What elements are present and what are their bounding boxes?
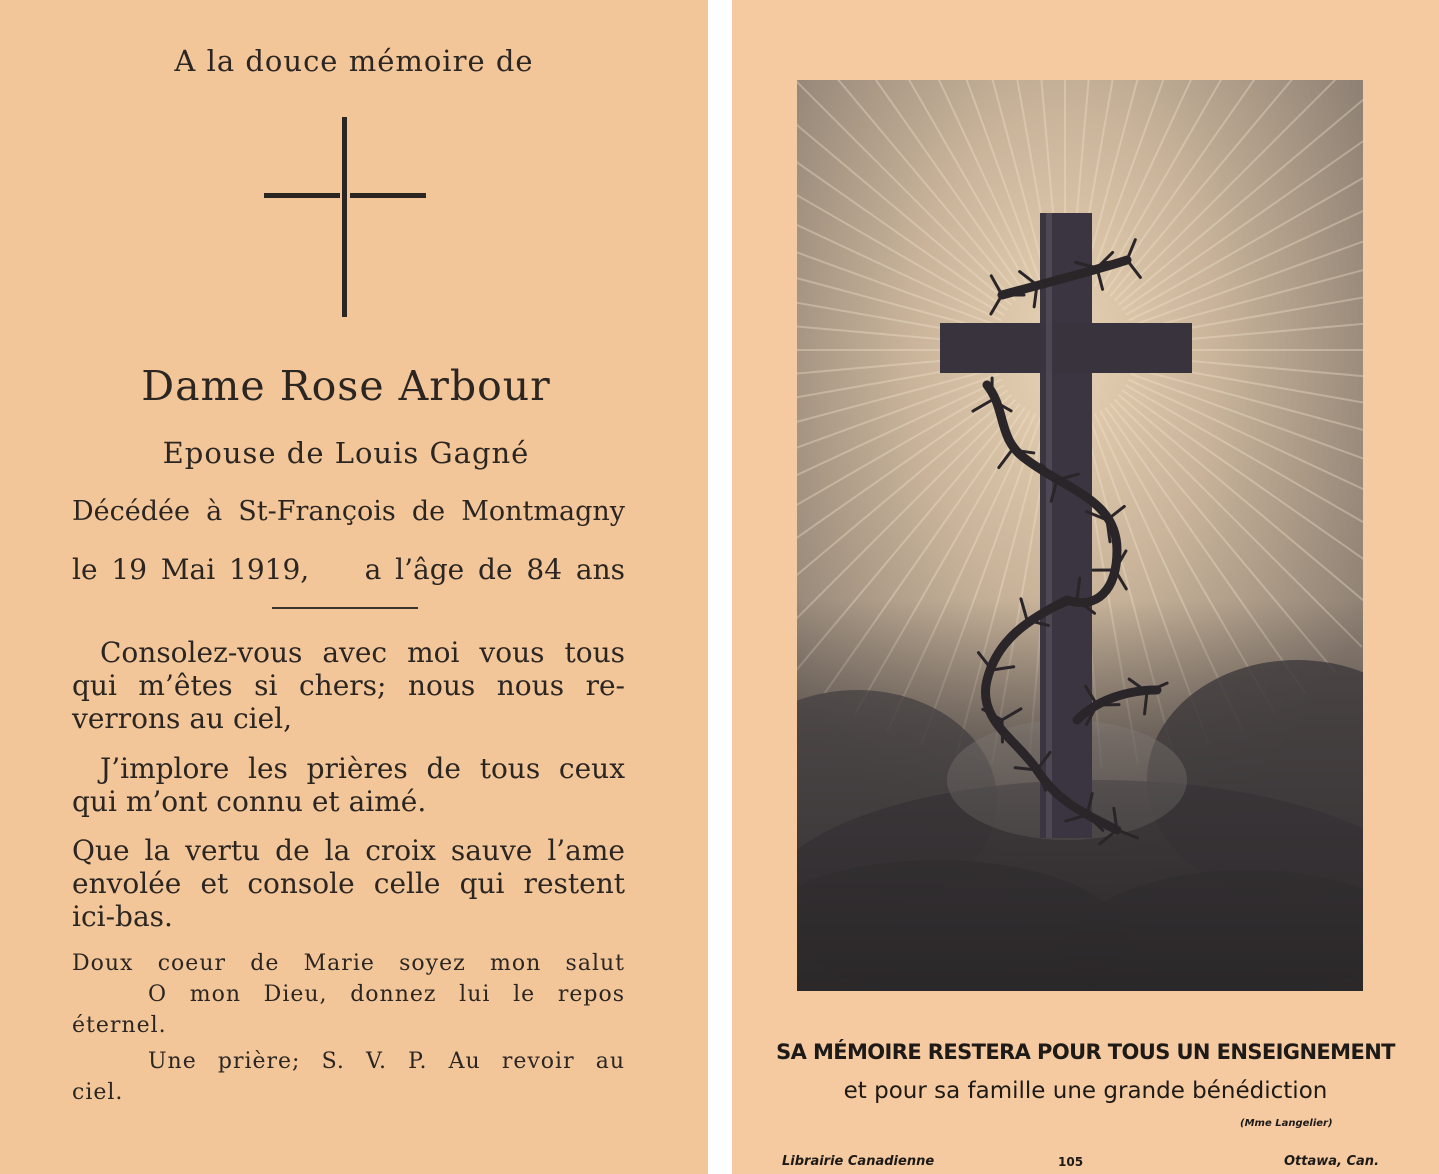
death-place: Décédée à St-François de Montmagny	[72, 496, 625, 527]
catalog-number: 105	[1058, 1155, 1084, 1169]
text-line: O mon Dieu, donnez lui le repos	[148, 982, 625, 1007]
cross-icon	[262, 117, 432, 319]
cross-thorns-illustration	[797, 80, 1363, 991]
text-line: Que la vertu de la croix sauve l’ame	[72, 834, 625, 867]
text-line: Doux coeur de Marie soyez mon salut	[72, 951, 625, 976]
farewell-paragraph	[72, 1046, 625, 1108]
cross-virtue-paragraph	[72, 834, 625, 933]
spouse-line: Epouse de Louis Gagné	[162, 436, 530, 470]
invocation-paragraph	[72, 948, 625, 1041]
text-line: qui m’ont connu et aimé.	[72, 785, 427, 818]
text-line: ici-bas.	[72, 900, 173, 933]
text-line: Consolez-vous avec moi vous tous	[100, 636, 625, 669]
text-line: verrons au ciel,	[72, 702, 293, 735]
prayer-request-paragraph	[72, 752, 625, 818]
memorial-card-front	[0, 0, 708, 1174]
divider-rule	[272, 607, 418, 609]
death-date: le 19 Mai 1919, a l’âge de 84 ans	[72, 553, 625, 586]
text-line: envolée et console celle qui restent	[72, 867, 625, 900]
text-line: éternel.	[72, 1013, 167, 1038]
card-heading: A la douce mémoire de	[174, 44, 534, 78]
text-line: qui m’êtes si chers; nous nous re-	[72, 669, 625, 702]
caption-line-2: et pour sa famille une grande bénédiction	[843, 1078, 1328, 1104]
publisher-name: Librairie Canadienne	[782, 1154, 935, 1169]
consolation-paragraph	[72, 636, 625, 735]
text-line: J’implore les prières de tous ceux	[100, 752, 625, 785]
caption-line-1: SA MÉMOIRE RESTERA POUR TOUS UN ENSEIGNEMENT	[776, 1040, 1395, 1064]
attribution: (Mme Langelier)	[1240, 1118, 1333, 1129]
text-line: Une prière; S. V. P. Au revoir au	[148, 1049, 625, 1074]
publisher-place: Ottawa, Can.	[1284, 1154, 1380, 1169]
text-line: ciel.	[72, 1080, 124, 1105]
deceased-name: Dame Rose Arbour	[141, 362, 551, 410]
